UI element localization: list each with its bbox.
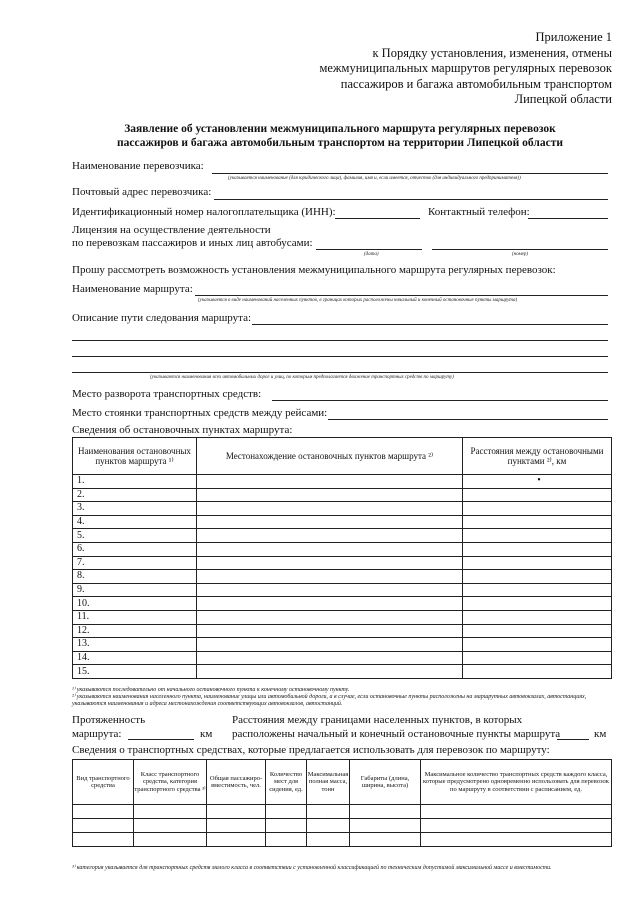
table-row [73,651,612,665]
table-row [73,515,612,529]
table-row [73,665,612,679]
stop-distance-cell[interactable]: • [463,475,612,489]
vehicle-cell[interactable] [266,833,307,847]
length-field[interactable] [128,739,194,740]
stops-header-name: Наименования остановочных пунктов маршрута ¹⁾ [73,438,197,475]
stops-info-label: Сведения об остановочных пунктах маршрута: [72,424,293,436]
stop-location-cell[interactable] [197,597,463,611]
vehicles-header-seats: Количество мест для сидения, ед. [266,760,307,805]
distance-unit: км [594,728,607,740]
stop-number[interactable]: 9. [73,583,197,597]
footnote-1: ¹⁾ указываются последовательно от начального остановочного пункта к конечному остановочному пункту. [72,687,350,693]
annex-header [252,30,612,108]
vehicle-cell[interactable] [73,805,134,819]
vehicles-header-capacity: Общая пассажиро-вместимость, чел. [207,760,266,805]
vehicle-cell[interactable] [307,819,350,833]
vehicle-cell[interactable] [207,819,266,833]
stop-location-cell[interactable] [197,665,463,679]
phone-label: Контактный телефон: [428,206,530,218]
stops-header-distance: Расстояния между остановочными пунктами ²⁾, км [463,438,612,475]
stop-distance-cell[interactable] [463,556,612,570]
stop-distance-cell[interactable] [463,665,612,679]
table-row [73,583,612,597]
table-row [73,805,612,819]
stop-number[interactable]: 2. [73,488,197,502]
form-title [60,122,620,150]
turnaround-label: Место разворота транспортных средств: [72,388,262,400]
vehicles-intro: Сведения о транспортных средствах, которые предлагается использовать для перевозок по маршруту: [72,744,550,756]
stop-distance-cell[interactable] [463,624,612,638]
table-row [73,556,612,570]
stop-number[interactable]: 15. [73,665,197,679]
stop-number[interactable]: 3. [73,502,197,516]
vehicle-cell[interactable] [207,833,266,847]
stop-location-cell[interactable] [197,624,463,638]
vehicle-cell[interactable] [421,819,612,833]
vehicle-cell[interactable] [266,805,307,819]
license-number-field[interactable] [432,249,608,250]
license-label-line1: Лицензия на осуществление деятельности [72,224,271,236]
vehicle-cell[interactable] [73,833,134,847]
inn-field[interactable] [335,218,420,219]
vehicle-cell[interactable] [134,805,207,819]
stop-distance-cell[interactable] [463,515,612,529]
table-row [73,502,612,516]
table-row [73,475,612,489]
stop-distance-cell[interactable] [463,488,612,502]
vehicle-cell[interactable] [421,805,612,819]
stops-table-body [73,475,612,679]
vehicles-table [72,759,612,847]
license-label-line2: по перевозкам пассажиров и иных лиц автобусами: [72,237,313,249]
title-line: Заявление об установлении межмуниципального маршрута регулярных перевозок [124,123,556,135]
route-description-hint: (указываются наименования всех автомобильных дорог и улиц, по которым предполагается движение транспортных средств по маршруту) [150,375,454,380]
table-row [73,610,612,624]
stop-distance-cell[interactable] [463,529,612,543]
stop-location-cell[interactable] [197,556,463,570]
stop-number[interactable]: 1. [73,475,197,489]
annex-line: Липецкой области [514,92,612,106]
table-row [73,597,612,611]
stop-distance-cell[interactable] [463,502,612,516]
route-description-field-1[interactable] [252,324,608,325]
route-description-label: Описание пути следования маршрута: [72,312,252,324]
vehicle-cell[interactable] [266,819,307,833]
stop-number[interactable]: 13. [73,638,197,652]
stop-location-cell[interactable] [197,502,463,516]
stop-distance-cell[interactable] [463,542,612,556]
vehicles-header-type: Вид транспортного средства [73,760,134,805]
table-row [73,570,612,584]
stop-number[interactable]: 12. [73,624,197,638]
title-line: пассажиров и багажа автомобильным транспортом на территории Липецкой области [117,137,563,149]
stop-number[interactable]: 8. [73,570,197,584]
stop-number[interactable]: 4. [73,515,197,529]
table-row [73,488,612,502]
stop-location-cell[interactable] [197,515,463,529]
vehicles-header-dimensions: Габариты (длина, ширина, высота) [350,760,421,805]
stop-location-cell[interactable] [197,610,463,624]
distance-label-2: расположены начальный и конечный остановочные пункты маршрута [232,728,561,740]
vehicle-cell[interactable] [350,833,421,847]
stops-table [72,437,612,679]
stop-distance-cell[interactable] [463,597,612,611]
distance-field[interactable] [557,739,589,740]
postal-address-label: Почтовый адрес перевозчика: [72,186,212,198]
table-row [73,819,612,833]
stop-number[interactable]: 11. [73,610,197,624]
license-date-field[interactable] [316,249,422,250]
table-row [73,529,612,543]
vehicle-cell[interactable] [307,805,350,819]
length-unit: км [200,728,213,740]
parking-label: Место стоянки транспортных средств между рейсами: [72,407,328,419]
turnaround-field[interactable] [272,400,608,401]
table-row [73,833,612,847]
footnote-3: ³⁾ категория указывается для транспортных средств малого класса в соответствии с установленной классификацией по техническим допустимой максимальной массе и вместимости. [72,865,552,871]
stop-location-cell[interactable] [197,651,463,665]
vehicle-cell[interactable] [421,833,612,847]
distance-label-1: Расстояния между границами населенных пунктов, в которых [232,714,523,726]
route-name-hint: (указывается в виде наименований населенных пунктов, в границах которых расположены начальный и конечный остановочные пункты маршрута) [198,298,518,303]
table-row [73,542,612,556]
carrier-name-label: Наименование перевозчика: [72,160,204,172]
route-description-field-4[interactable] [72,372,608,373]
table-row [73,638,612,652]
stop-number[interactable]: 7. [73,556,197,570]
vehicles-header-class: Класс транспортного средства, категория транспортного средства ³⁾ [134,760,207,805]
stop-location-cell[interactable] [197,488,463,502]
vehicle-cell[interactable] [134,819,207,833]
route-description-field-3[interactable] [72,356,608,357]
vehicles-header-mass: Максимальная полная масса, тонн [307,760,350,805]
vehicle-cell[interactable] [307,833,350,847]
stop-distance-cell[interactable] [463,570,612,584]
annex-line: к Порядку установления, изменения, отмены [372,45,612,60]
stop-location-cell[interactable] [197,583,463,597]
vehicles-header-max-count: Максимальное количество транспортных средств каждого класса, которые предусмотрено одновременно использовать для перевозок по маршруту в соответствии с расписанием, ед. [421,760,612,805]
inn-label: Идентификационный номер налогоплательщика (ИНН): [72,206,336,218]
stop-location-cell[interactable] [197,570,463,584]
route-name-field[interactable] [195,295,608,296]
route-name-label: Наименование маршрута: [72,283,193,295]
vehicle-cell[interactable] [350,805,421,819]
stop-location-cell[interactable] [197,542,463,556]
length-label-1: Протяженность [72,714,146,726]
request-text: Прошу рассмотреть возможность установления межмуниципального маршрута регулярных перевозок: [72,264,556,276]
vehicle-cell[interactable] [207,805,266,819]
phone-field[interactable] [528,218,608,219]
annex-line: пассажиров и багажа автомобильным транспортом [340,76,612,91]
stop-number[interactable]: 6. [73,542,197,556]
route-description-field-2[interactable] [72,340,608,341]
stop-distance-cell[interactable] [463,610,612,624]
annex-line: межмуниципальных маршрутов регулярных перевозок [319,61,612,75]
postal-address-field[interactable] [214,199,608,200]
parking-field[interactable] [328,419,608,420]
carrier-name-field[interactable] [212,173,608,174]
table-row [73,624,612,638]
stop-location-cell[interactable] [197,638,463,652]
stop-number[interactable]: 5. [73,529,197,543]
footnote-2: ²⁾ указываются наименования населенного пункта, наименование улицы или автомобильной дороги, а в случае, если остановочные пункты расположены на маршрутных автовокзалах, автостанциях, указываются наименования и адреса местонахождения соответствующих автовокзалов, автостанций. [72,694,587,707]
license-number-hint: (номер) [512,252,529,257]
stops-header-location: Местонахождение остановочных пунктов маршрута ²⁾ [197,438,463,475]
vehicle-cell[interactable] [73,819,134,833]
stop-location-cell[interactable] [197,475,463,489]
vehicle-cell[interactable] [350,819,421,833]
annex-line: Приложение 1 [535,30,612,44]
stop-location-cell[interactable] [197,529,463,543]
stop-distance-cell[interactable] [463,583,612,597]
stop-number[interactable]: 14. [73,651,197,665]
carrier-name-hint: (указывается наименование (для юридического лица), фамилия, имя и, если имеется, отчество (для индивидуального предпринимателя)) [228,176,521,181]
length-label-2: маршрута: [72,728,122,740]
stop-distance-cell[interactable] [463,638,612,652]
stop-number[interactable]: 10. [73,597,197,611]
vehicle-cell[interactable] [134,833,207,847]
stop-distance-cell[interactable] [463,651,612,665]
license-date-hint: (дата) [364,252,379,257]
